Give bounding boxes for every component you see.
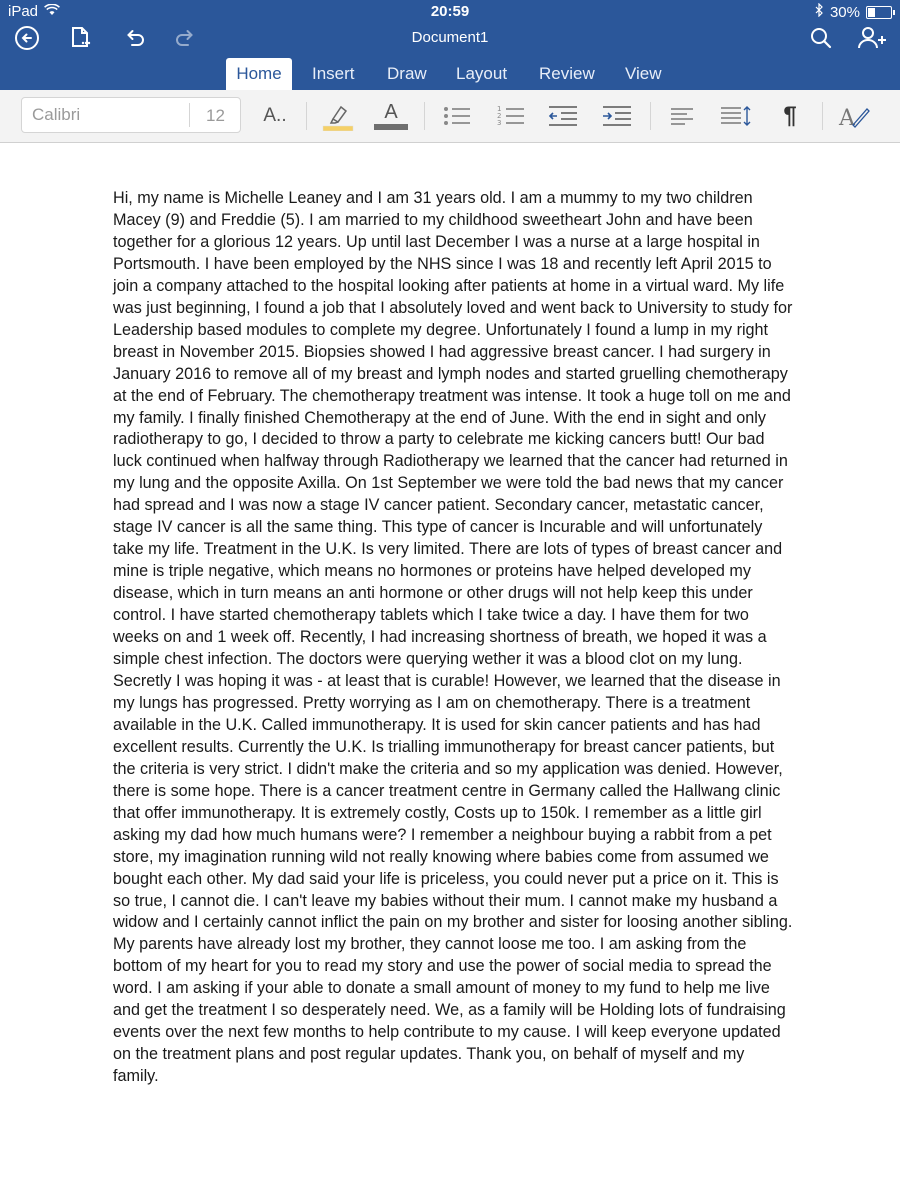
- font-color-letter: A: [384, 101, 398, 123]
- tab-insert[interactable]: Insert: [312, 64, 355, 83]
- increase-indent-button[interactable]: [600, 100, 634, 132]
- align-left-button[interactable]: [666, 100, 698, 132]
- status-bar: [0, 0, 900, 24]
- tab-layout[interactable]: Layout: [456, 64, 508, 83]
- highlighter-icon: [321, 101, 355, 131]
- clock: 20:59: [430, 3, 470, 20]
- font-picker[interactable]: [21, 97, 241, 133]
- styles-icon: [837, 103, 871, 129]
- highlight-button[interactable]: [320, 100, 356, 132]
- line-spacing-button[interactable]: [718, 100, 754, 132]
- tab-review[interactable]: Review: [539, 64, 595, 83]
- tab-draw[interactable]: Draw: [387, 64, 427, 83]
- font-name[interactable]: Calibri: [32, 105, 81, 124]
- ribbon-divider: [306, 102, 307, 130]
- align-left-icon: [669, 105, 695, 127]
- font-box-divider: [189, 103, 190, 127]
- numbered-list-icon: [496, 104, 526, 128]
- ribbon-tabs: [0, 58, 900, 90]
- app-header: [0, 0, 900, 90]
- font-color-button[interactable]: [372, 100, 410, 132]
- document-title[interactable]: Document1: [411, 29, 489, 46]
- battery-percent: 30%: [829, 3, 860, 21]
- styles-button[interactable]: [836, 100, 872, 132]
- add-person-icon[interactable]: [856, 24, 890, 52]
- line-spacing-icon: [719, 104, 753, 128]
- bluetooth-icon: [815, 3, 824, 21]
- tab-view[interactable]: View: [625, 64, 662, 83]
- search-icon[interactable]: [806, 24, 836, 52]
- svg-text:A: A: [839, 106, 855, 129]
- font-size[interactable]: 12: [206, 106, 225, 125]
- font-color-swatch: [374, 124, 408, 130]
- svg-text:2: 2: [497, 112, 502, 120]
- ribbon-home: [0, 90, 900, 143]
- ribbon-divider: [650, 102, 651, 130]
- decrease-indent-icon: [547, 104, 579, 128]
- top-toolbar: [0, 24, 900, 56]
- device-label: iPad: [8, 3, 39, 20]
- pilcrow-icon[interactable]: ¶: [783, 102, 797, 129]
- ribbon-divider: [424, 102, 425, 130]
- decrease-indent-button[interactable]: [546, 100, 580, 132]
- ribbon-divider: [822, 102, 823, 130]
- font-options-button[interactable]: A..: [263, 105, 287, 126]
- document-page[interactable]: [113, 188, 793, 1088]
- document-body-text[interactable]: Hi, my name is Michelle Leaney and I am 31 years old. I am a mummy to my two children Macey (9) and Freddie (5). I am married to my childhood sweetheart John and have been together for a glorious 12 years. Up until last December I was a nurse at a large hospital in Portsmouth. I have been employed by the NHS since I was 18 and recently left April 2015 to join a company attached to the hospital looking after patients at home in a virtual ward. My life was just beginning, I found a job that I absolutely loved and went back to University to study for Leadership based modules to complete my degree. Unfortunately I found a lump in my right breast in November 2015. Biopsies showed I had aggressive breast cancer. I had surgery in January 2016 to remove all of my breast and lymph nodes and started gruelling chemotherapy at the end of February. The chemotherapy treatment was intense. It took a huge toll on me and my family. I finally finished Chemotherapy at the end of June. With the end in sight and only radiotherapy to go, I decided to throw a party to celebrate me kicking cancers butt! Our bad luck continued when halfway through Radiotherapy we learned that the cancer had returned in my lung and the opposite Axilla. On 1st September we were told the bad news that my cancer had spread and I was now a stage IV cancer patient. Secondary cancer, metastatic cancer, stage IV cancer is all the same thing. This type of cancer is Incurable and will unfortunately take my life. Treatment in the U.K. Is very limited. There are lots of types of breast cancer and mine is triple negative, which means no hormones or proteins have helped developed my disease, which in turn means an anti hormone or other drugs will not help keep this under control. I have started chemotherapy tablets which I take twice a day. I have them for two weeks on and 1 week off. Recently, I had increasing shortness of breath, we hoped it was a simple chest infection. The doctors were querying wether it was a blood clot on my lung. Secretly I was hoping it was - at least that is curable! However, we learned that the disease in my lungs has progressed. Pretty worrying as I am on chemotherapy. There is a treatment available in the U.K. Called immunotherapy. It is used for skin cancer patients and has had excellent results. Currently the U.K. Is trialling immunotherapy for breast cancer patients, but the criteria is very strict. I didn't make the criteria and so my application was denied. However, there is some hope. There is a cancer treatment centre in Germany called the Hallwang clinic that offer immunotherapy. It is extremely costly, Costs up to 150k. I remember as a little girl asking my dad how much humans were? I remember a neighbour buying a rabbit from a pet store, my imagination running wild not really knowing where babies come from assumed we bought each other. My dad said your life is priceless, you could never put a price on it. This is so true, I cannot die. I can't leave my babies without their mum. I cannot make my husband a widow and I certainly cannot inflict the pain on my brother and sister for loosing another sibling. My parents have already lost my brother, they cannot loose me too. I am asking from the bottom of my heart for you to read my story and use the power of social media to spread the word. I am asking if your able to donate a small amount of money to my fund to help me live and get the treatment I so desperately need. We, as a family will be Holding lots of fundraising events over the next few months to help contribute to my cause. I will keep everyone updated on the treatment plans and post regular updates. Thank you, on behalf of myself and my family.: [113, 189, 793, 1086]
- svg-text:3: 3: [497, 119, 502, 127]
- increase-indent-icon: [601, 104, 633, 128]
- bullet-list-icon: [442, 104, 472, 128]
- tab-home[interactable]: Home: [226, 58, 292, 90]
- battery-icon: [866, 6, 892, 19]
- numbering-button[interactable]: [494, 100, 528, 132]
- svg-text:1: 1: [497, 105, 502, 113]
- bullets-button[interactable]: [440, 100, 474, 132]
